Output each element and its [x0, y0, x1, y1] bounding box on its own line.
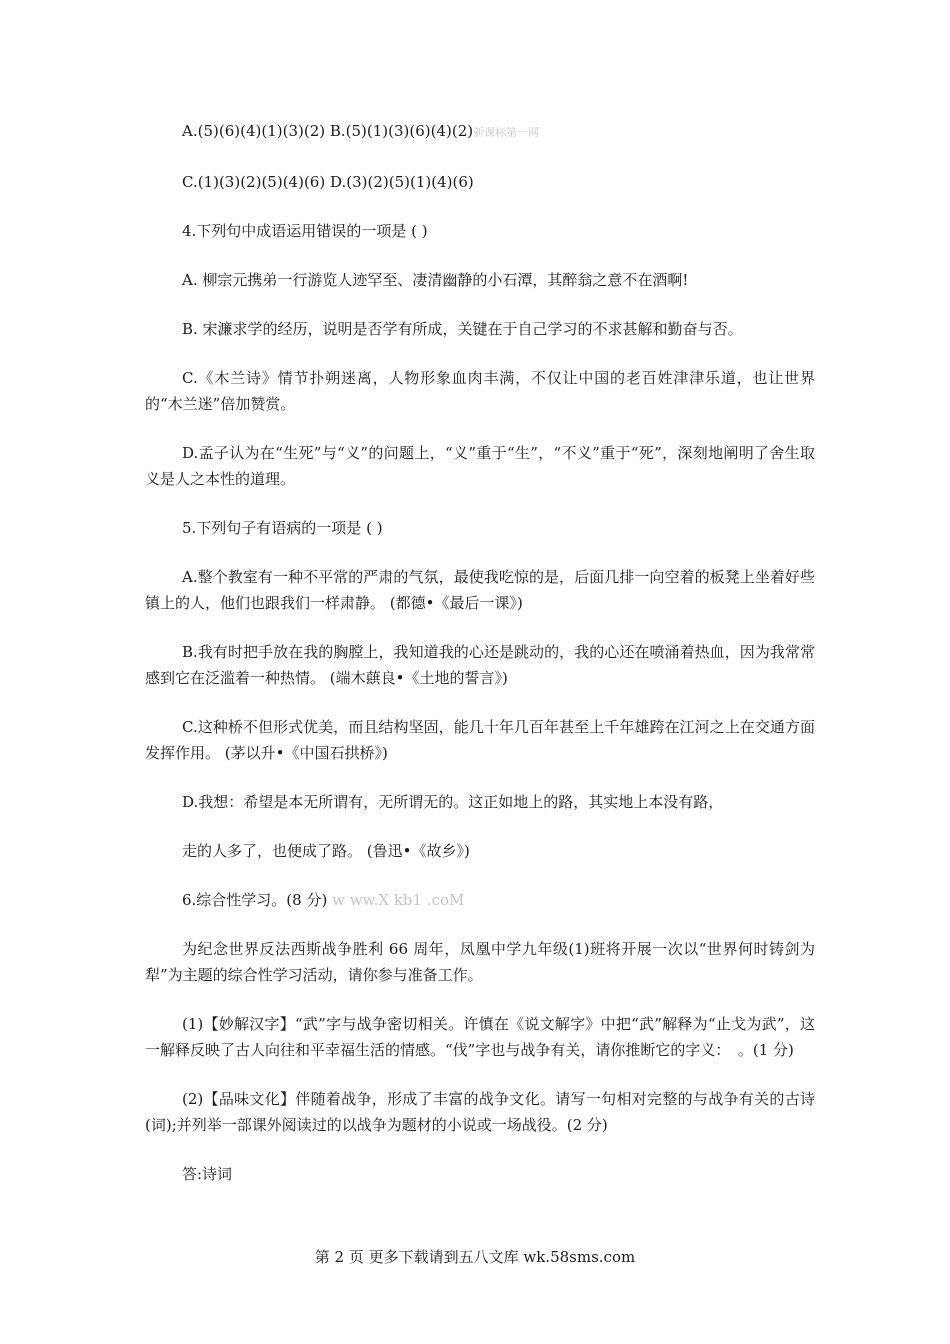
- q3-options-cd: C.(1)(3)(2)(5)(4)(6) D.(3)(2)(5)(1)(4)(6): [182, 173, 474, 191]
- q3-options-ab-text: A.(5)(6)(4)(1)(3)(2) B.(5)(1)(3)(6)(4)(2): [182, 122, 474, 140]
- q5-option-c: C.这种桥不但形式优美，而且结构坚固，能几十年几百年甚至上千年雄跨在江河之上在交通方面发挥作用。 (茅以升•《中国石拱桥》): [145, 718, 815, 762]
- q6-stem-text: 6.综合性学习。(8 分): [182, 891, 328, 909]
- q4-stem: 4.下列句中成语运用错误的一项是 ( ): [182, 222, 428, 240]
- q6-intro: 为纪念世界反法西斯战争胜利 66 周年，凤凰中学九年级(1)班将开展一次以“世界何时铸剑为犁”为主题的综合性学习活动，请你参与准备工作。: [145, 940, 815, 984]
- q5-option-d-line1: D.我想：希望是本无所谓有，无所谓无的。这正如地上的路，其实地上本没有路，: [182, 793, 724, 811]
- q5-option-a: A.整个教室有一种不平常的严肃的气氛，最使我吃惊的是，后面几排一向空着的板凳上坐着好些镇上的人，他们也跟我们一样肃静。 (都德•《最后一课》): [145, 568, 815, 612]
- watermark-url: w ww.X kb1 .coM: [332, 891, 465, 909]
- q6-sub2: (2)【品味文化】伴随着战争，形成了丰富的战争文化。请写一句相对完整的与战争有关的古诗(词);并列举一部课外阅读过的以战争为题材的小说或一场战役。(2 分): [145, 1090, 815, 1134]
- watermark-text: 新课标第一网: [473, 126, 540, 139]
- q4-option-d: D.孟子认为在“生死”与“义”的问题上，“义”重于“生”，“不义”重于“死”，深刻地阐明了舍生取义是人之本性的道理。: [145, 444, 815, 488]
- page-footer: 第 2 页 更多下载请到五八文库 wk.58sms.com: [314, 1248, 636, 1266]
- q5-option-d-line2: 走的人多了，也便成了路。 (鲁迅•《故乡》): [182, 842, 470, 860]
- q5-option-b: B.我有时把手放在我的胸膛上，我知道我的心还是跳动的，我的心还在喷涌着热血，因为我常常感到它在泛滥着一种热情。 (端木蕻良•《土地的誓言》): [145, 643, 815, 687]
- q6-answer: 答:诗词: [182, 1165, 233, 1183]
- q3-options-ab: [145, 118, 815, 146]
- q4-option-c: C.《木兰诗》情节扑朔迷离，人物形象血肉丰满，不仅让中国的老百姓津津乐道，也让世界的“木兰迷”倍加赞赏。: [145, 369, 815, 413]
- page-content: [145, 118, 815, 1210]
- q5-stem: 5.下列句子有语病的一项是 ( ): [182, 519, 383, 537]
- q6-stem: [145, 887, 815, 913]
- q6-sub1: (1)【妙解汉字】“武”字与战争密切相关。许慎在《说文解字》中把“武”解释为“止戈为武”，这一解释反映了古人向往和平幸福生活的情感。“伐”字也与战争有关，请你推断它的字义： 。(1 分): [145, 1015, 815, 1059]
- q4-option-b: B. 宋濂求学的经历，说明是否学有所成，关键在于自己学习的不求甚解和勤奋与否。: [182, 320, 743, 338]
- q4-option-a: A. 柳宗元携弟一行游览人迹罕至、凄清幽静的小石潭，其醉翁之意不在酒啊!: [182, 271, 689, 289]
